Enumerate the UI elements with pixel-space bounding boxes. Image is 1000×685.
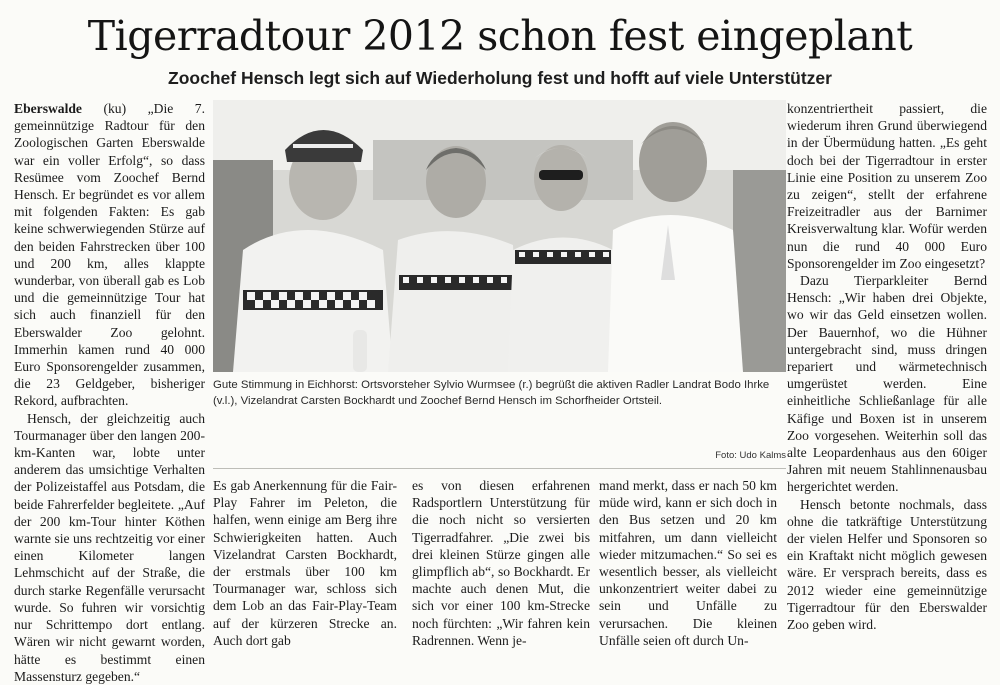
paragraph: konzentriertheit passiert, die wiederum ihren Grund überwiegend in der Übermüdung hatten. „Es geht doch bei der Tigerradtour in erster Linie eine Position zu unserem Zoo zu zeigen“, stellt der erfahrene Freizeitradler aus der Barnimer Kreisverwaltung klar. Wofür werden nun die rund 40 000 Euro Sponsorengelder im Zoo eingesetzt? xyxy=(787,101,987,271)
text-column-4 xyxy=(599,477,777,649)
paragraph: mand merkt, dass er nach 50 km müde wird, kann er sich doch in den Bus setzen und 20 km mitfahren, um dann vielleicht wieder mitzumachen.“ So sei es wesentlich besser, als vielleicht unkonzentriert weiter dabei zu sein und Unfälle zu verursachen. Die kleinen Unfälle seien oft durch Un- xyxy=(599,478,777,648)
text-column-1 xyxy=(14,100,205,685)
article-photo xyxy=(213,100,786,372)
photo-tree xyxy=(733,170,786,372)
cyclists-photo-image xyxy=(213,100,786,372)
dateline: Eberswalde xyxy=(14,101,82,116)
paragraph: es von diesen erfahrenen Radsportlern Unterstützung für die noch nicht so versierten Tigerradfahrer. „Die zwei bis drei kleinen Stürze gingen alle glimpflich ab“, so Bockhardt. Er machte auch denen Mut, die sich vor einer 100 km-Strecke noch fürchten: „Wir fahren kein Radrennen. Wenn je- xyxy=(412,478,590,648)
text-column-3 xyxy=(412,477,590,649)
photo-caption: Gute Stimmung in Eichhorst: Ortsvorsteher Sylvio Wurmsee (r.) begrüßt die aktiven Radler Landrat Bodo Ihrke (v.l.), Vizelandrat Carsten Bockhardt und Zoochef Bernd Hensch im Schorfheider Ortsteil. xyxy=(213,379,770,407)
paragraph: Hensch, der gleichzeitig auch Tourmanager über den langen 200-km-Kanten war, lobte unter anderem das umsichtige Verhalten der Polizeistaffel aus Potsdam, die beide Fahrerfelder begleitete. „Auf der 200 km-Tour hinter Köthen warnte sie uns rechtzeitig vor einer einen Kilometer langen Lehmschicht auf der Straße, die durch starke Regenfälle verursacht wurde. So fuhren wir vorsichtig nur Schrittempo dort entlang. Wären wir nicht gewarnt worden, hätte es bestimmt einen Massensturz gegeben.“ xyxy=(14,410,205,684)
article-headline: Tigerradtour 2012 schon fest eingeplant xyxy=(87,12,913,60)
caption-divider xyxy=(213,468,786,469)
paragraph: Hensch betonte nochmals, dass ohne die tatkräftige Unterstützung der vielen Helfer und Sponsoren so ein Kraftakt nicht möglich gewesen wäre. Er versprach bereits, dass es 2012 wieder eine gemeinnützige Tigerradtour für den Eberswalder Zoo geben wird. xyxy=(787,496,987,633)
photo-building xyxy=(373,140,633,200)
article-subheadline: Zoochef Hensch legt sich auf Wiederholung fest und hofft auf viele Unterstützer xyxy=(168,68,832,88)
paragraph: Es gab Anerkennung für die Fair-Play Fahrer im Peleton, die halfen, wenn einige am Berg ihre Schwierigkeiten hatten. Auch Vizelandrat Carsten Bockhardt, der erstmals über 100 km Tourmanager war, schloss sich dem Lob an das Fair-Play-Team auf der kürzeren Strecke an. Auch dort gab xyxy=(213,478,397,648)
paragraph: Dazu Tierparkleiter Bernd Hensch: „Wir haben drei Objekte, wo wir das Geld einsetzen wollen. Der Bauernhof, wo die Hühner untergebracht sind, muss dringen repariert und wärmetechnisch umgerüstet werden. Eine einheitliche Schließanlage für alle Käfige und Boxen ist in unserem Zoo vorgesehen. Weiterhin soll das alte Leopardenhaus aus den 60iger Jahren mit neuem Stahlinnenausbau hergerichtet werden. xyxy=(787,273,987,495)
photo-credit: Foto: Udo Kalms xyxy=(715,450,786,461)
paragraph xyxy=(14,100,205,410)
text-column-5 xyxy=(787,100,987,633)
paragraph-text: (ku) „Die 7. gemeinnützige Radtour für den Zoologischen Garten Eberswalde war ein voller Erfolg“, so dass Resümee vom Zoochef Bernd Hensch. Er begründet es vor allem mit folgenden Fakten: Es gab keine schwerwiegenden Stürze auf den beiden Fahrstrecken über 100 und 200 km, alles klappte wunderbar, von überall gab es Lob und die gemeinnützige Tour hat sich auch finanziell für den Eberswalder Zoo gelohnt. Immerhin kamen rund 40 000 Euro Sponsorengelder zusammen, die 23 Geldgeber, bisheriger Rekord, aufbrachten. xyxy=(14,101,205,409)
text-column-2 xyxy=(213,477,397,649)
